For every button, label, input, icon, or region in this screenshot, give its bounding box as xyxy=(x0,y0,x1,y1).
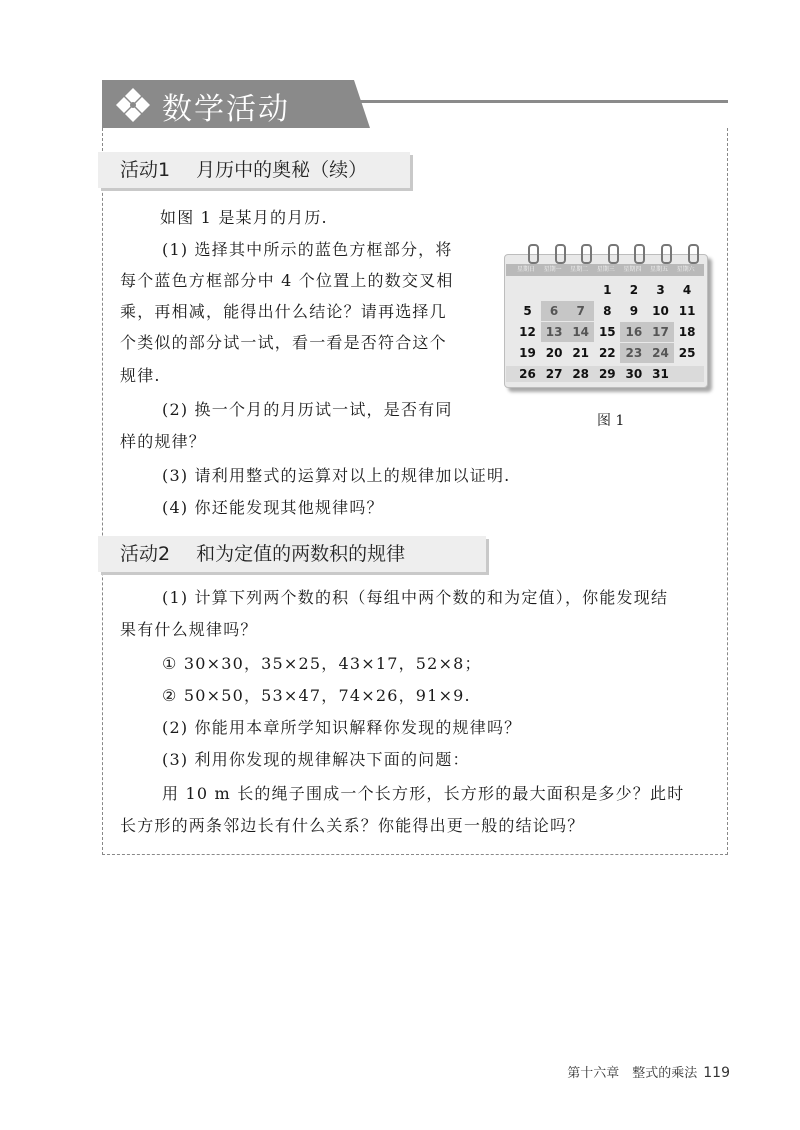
activity2-problem-line: 用 10 m 长的绳子围成一个长方形，长方形的最大面积是多少？此时 xyxy=(162,784,685,803)
calendar-weekday-bar xyxy=(506,264,704,276)
calendar-ring-icon xyxy=(581,244,592,264)
calendar-weekday: 星期一 xyxy=(543,266,562,273)
page-title: 数学活动 xyxy=(162,92,290,127)
calendar-day: 17 xyxy=(647,322,674,342)
calendar-day: 13 xyxy=(541,322,568,342)
activity1-banner xyxy=(98,152,410,188)
activity2-banner xyxy=(98,536,486,572)
calendar-day: 26 xyxy=(519,367,536,381)
calendar-ring-icon xyxy=(634,244,645,264)
chapter-label: 第十六章 整式的乘法 xyxy=(567,1066,698,1081)
calendar-day: 1 xyxy=(603,283,612,297)
header-tab-corner xyxy=(354,80,370,128)
calendar-weekday: 星期日 xyxy=(516,266,535,273)
calendar-day: 9 xyxy=(629,304,639,318)
activity1-q1-line: (1) 选择其中所示的蓝色方框部分，将 xyxy=(162,240,453,259)
calendar-weekday: 星期五 xyxy=(649,266,668,273)
calendar-ring-icon xyxy=(608,244,619,264)
activity2-q2: (2) 你能用本章所学知识解释你发现的规律吗？ xyxy=(162,718,522,737)
activity1-q2-line: (2) 换一个月的月历试一试，是否有同 xyxy=(162,400,453,419)
calendar-day: 6 xyxy=(541,301,568,321)
calendar-day: 4 xyxy=(682,283,692,297)
calendar-figure xyxy=(504,244,712,392)
calendar-day: 19 xyxy=(519,346,536,360)
activity1-number: 活动1 xyxy=(120,159,171,181)
calendar-day: 29 xyxy=(598,367,616,381)
activity1-intro: 如图 1 是某月的月历. xyxy=(160,208,328,227)
page-footer xyxy=(567,1062,730,1081)
activity2-item2: ② 50×50，53×47，74×26，91×9. xyxy=(162,686,471,705)
activity1-title: 月历中的奥秘（续） xyxy=(196,159,368,181)
math-activity-logo-icon xyxy=(114,86,152,124)
activity2-q1-line: (1) 计算下列两个数的积（每组中两个数的和为定值），你能发现结 xyxy=(162,588,669,607)
calendar-ring-icon xyxy=(528,244,539,264)
calendar-day: 23 xyxy=(620,343,647,363)
activity1-q4: (4) 你还能发现其他规律吗？ xyxy=(162,498,384,517)
calendar-day: 16 xyxy=(620,322,647,342)
calendar-ring-icon xyxy=(688,244,699,264)
figure-caption: 图 1 xyxy=(597,413,625,429)
activity2-q3: (3) 利用你发现的规律解决下面的问题： xyxy=(162,750,470,769)
calendar-day: 5 xyxy=(523,304,532,318)
calendar-weekday: 星期四 xyxy=(623,266,642,273)
activity1-q1-line: 个类似的部分试一试，看一看是否符合这个 xyxy=(120,333,447,352)
calendar-day: 31 xyxy=(652,367,669,381)
activity2-title: 和为定值的两数积的规律 xyxy=(196,543,406,565)
activity-frame xyxy=(102,128,728,855)
activity2-item1: ① 30×30，35×25，43×17，52×8； xyxy=(162,654,482,673)
section-header-tab xyxy=(102,80,354,128)
calendar-ring-icon xyxy=(555,244,566,264)
header-rule xyxy=(354,100,728,103)
calendar-weekday: 星期六 xyxy=(676,266,695,273)
activity1-q1-line: 每个蓝色方框部分中 4 个位置上的数交叉相 xyxy=(120,271,454,290)
calendar-day: 21 xyxy=(572,346,590,360)
calendar-day: 12 xyxy=(519,325,536,339)
activity2-number: 活动2 xyxy=(120,543,171,565)
activity1-q1-line: 乘，再相减，能得出什么结论？请再选择几 xyxy=(120,302,447,321)
calendar-weekday: 星期三 xyxy=(596,266,615,273)
calendar-day: 11 xyxy=(678,304,696,318)
calendar-day: 27 xyxy=(545,367,563,381)
calendar-day: 22 xyxy=(598,346,616,360)
activity1-q1-line: 规律. xyxy=(120,366,161,385)
calendar-day: 28 xyxy=(572,367,590,381)
calendar-day: 18 xyxy=(678,325,696,339)
calendar-day: 24 xyxy=(647,343,674,363)
activity1-q3: (3) 请利用整式的运算对以上的规律加以证明. xyxy=(162,466,511,485)
calendar-day: 7 xyxy=(567,301,594,321)
calendar-day: 25 xyxy=(678,346,696,360)
calendar-day: 3 xyxy=(656,283,665,297)
calendar-weekday: 星期二 xyxy=(570,266,589,273)
activity2-problem-line: 长方形的两条邻边长有什么关系？你能得出更一般的结论吗？ xyxy=(120,816,585,835)
calendar-day: 2 xyxy=(629,283,639,297)
calendar-day: 15 xyxy=(598,325,616,339)
activity1-q2-line: 样的规律？ xyxy=(120,432,207,451)
calendar-day: 10 xyxy=(652,304,669,318)
calendar-ring-icon xyxy=(661,244,672,264)
calendar-day: 8 xyxy=(603,304,612,318)
page-number: 119 xyxy=(703,1065,730,1081)
activity2-q1-line: 果有什么规律吗？ xyxy=(120,620,258,639)
calendar-day: 14 xyxy=(567,322,594,342)
calendar-day: 20 xyxy=(545,346,563,360)
calendar-day: 30 xyxy=(625,367,643,381)
